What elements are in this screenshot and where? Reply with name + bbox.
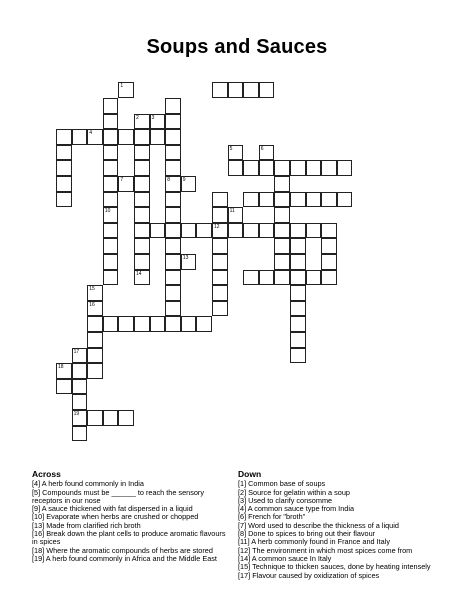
- grid-cell[interactable]: [306, 270, 322, 286]
- clue-number: 12: [214, 223, 220, 230]
- grid-cell[interactable]: [259, 270, 275, 286]
- clue-number: 9: [182, 177, 186, 183]
- grid-cell[interactable]: [118, 129, 134, 145]
- grid-cell[interactable]: [321, 238, 337, 254]
- grid-cell[interactable]: [337, 160, 353, 176]
- grid-cell[interactable]: [228, 207, 244, 223]
- grid-cell[interactable]: [259, 160, 275, 176]
- grid-cell[interactable]: [87, 285, 103, 301]
- grid-cell[interactable]: [103, 160, 119, 176]
- grid-cell[interactable]: [56, 160, 72, 176]
- grid-cell[interactable]: [228, 145, 244, 161]
- clue-down: [6] French for "broth": [238, 512, 306, 522]
- across-heading: Across: [32, 469, 61, 479]
- grid-cell[interactable]: [150, 316, 166, 332]
- clue-down: [17] Flavour caused by oxidization of spices: [238, 570, 380, 580]
- grid-cell[interactable]: [274, 207, 290, 223]
- grid-cell[interactable]: [228, 160, 244, 176]
- grid-cell[interactable]: [134, 254, 150, 270]
- clue-across: [18] Where the aromatic compounds of herbs are stored: [32, 545, 213, 555]
- grid-cell[interactable]: [103, 410, 119, 426]
- grid-cell[interactable]: [243, 192, 259, 208]
- grid-cell[interactable]: [259, 145, 275, 161]
- grid-cell[interactable]: [274, 223, 290, 239]
- grid-cell[interactable]: [103, 207, 119, 223]
- across-clues: [32, 470, 232, 563]
- grid-cell[interactable]: [165, 285, 181, 301]
- grid-cell[interactable]: [134, 114, 150, 130]
- clue-number: 8: [167, 177, 170, 183]
- clue-across: [13] Made from clarified rich broth: [32, 520, 141, 530]
- grid-cell[interactable]: [181, 254, 197, 270]
- grid-cell[interactable]: [134, 238, 150, 254]
- grid-cell[interactable]: [134, 129, 150, 145]
- grid-cell[interactable]: [165, 114, 181, 130]
- clue-down: [3] Used to clarify consomme: [238, 495, 333, 505]
- grid-cell[interactable]: [103, 98, 119, 114]
- grid-cell[interactable]: [243, 160, 259, 176]
- grid-cell[interactable]: [290, 223, 306, 239]
- grid-cell[interactable]: [103, 254, 119, 270]
- clue-number: 4: [89, 130, 92, 137]
- grid-cell[interactable]: [290, 254, 306, 270]
- grid-cell[interactable]: [243, 270, 259, 286]
- grid-cell[interactable]: [103, 192, 119, 208]
- grid-cell[interactable]: [103, 316, 119, 332]
- grid-cell[interactable]: [290, 332, 306, 348]
- grid-cell[interactable]: [103, 114, 119, 130]
- grid-cell[interactable]: [212, 192, 228, 208]
- down-heading: Down: [238, 469, 262, 479]
- grid-cell[interactable]: [118, 82, 134, 98]
- clue-number: 16: [89, 301, 95, 308]
- grid-cell[interactable]: [290, 316, 306, 332]
- grid-cell[interactable]: [274, 192, 290, 208]
- grid-cell[interactable]: [274, 254, 290, 270]
- grid-cell[interactable]: [72, 410, 88, 426]
- grid-cell[interactable]: [134, 270, 150, 286]
- grid-cell[interactable]: [165, 145, 181, 161]
- grid-cell[interactable]: [103, 145, 119, 161]
- grid-cell[interactable]: [165, 301, 181, 317]
- grid-cell[interactable]: [134, 145, 150, 161]
- grid-cell[interactable]: [165, 270, 181, 286]
- grid-cell[interactable]: [72, 348, 88, 364]
- clue-number: 13: [182, 255, 189, 261]
- grid-cell[interactable]: [212, 254, 228, 270]
- grid-cell[interactable]: [150, 129, 166, 145]
- grid-cell[interactable]: [72, 129, 88, 145]
- grid-cell[interactable]: [212, 301, 228, 317]
- grid-cell[interactable]: [212, 82, 228, 98]
- grid-cell[interactable]: [165, 192, 181, 208]
- clue-across: [5] Compounds must be ______ to reach the sensory receptors in our nose: [32, 487, 204, 505]
- grid-cell[interactable]: [274, 270, 290, 286]
- clue-number: 6: [260, 145, 264, 152]
- grid-cell[interactable]: [150, 223, 166, 239]
- grid-cell[interactable]: [56, 379, 72, 395]
- clue-across: [9] A sauce thickened with fat dispersed in a liquid: [32, 504, 193, 514]
- grid-cell[interactable]: [165, 223, 181, 239]
- clue-across: [19] A herb found commonly in Africa and the Middle East: [32, 553, 217, 563]
- grid-cell[interactable]: [290, 270, 306, 286]
- grid-cell[interactable]: [134, 160, 150, 176]
- grid-cell[interactable]: [165, 254, 181, 270]
- grid-cell[interactable]: [321, 270, 337, 286]
- clue-down: [15] Technique to thicken sauces, done by heating intensely: [238, 562, 431, 572]
- clue-down: [2] Source for gelatin within a soup: [238, 487, 350, 497]
- clue-down: [4] A common sauce type from India: [238, 504, 354, 514]
- clue-number: 2: [136, 114, 139, 121]
- grid-cell[interactable]: [103, 238, 119, 254]
- grid-cell[interactable]: [150, 114, 166, 130]
- clue-down: [8] Done to spices to bring out their flavour: [238, 529, 376, 539]
- clue-number: 1: [120, 83, 124, 90]
- grid-cell[interactable]: [259, 192, 275, 208]
- grid-cell[interactable]: [72, 394, 88, 410]
- grid-cell[interactable]: [87, 410, 103, 426]
- grid-cell[interactable]: [212, 285, 228, 301]
- grid-cell[interactable]: [87, 129, 103, 145]
- grid-cell[interactable]: [118, 410, 134, 426]
- grid-cell[interactable]: [274, 238, 290, 254]
- grid-cell[interactable]: [56, 176, 72, 192]
- grid-cell[interactable]: [134, 192, 150, 208]
- grid-cell[interactable]: [56, 145, 72, 161]
- grid-cell[interactable]: [87, 332, 103, 348]
- grid-cell[interactable]: [274, 176, 290, 192]
- grid-cell[interactable]: [165, 129, 181, 145]
- grid-cell[interactable]: [72, 426, 88, 442]
- grid-cell[interactable]: [134, 207, 150, 223]
- grid-cell[interactable]: [259, 223, 275, 239]
- grid-cell[interactable]: [118, 176, 134, 192]
- grid-cell[interactable]: [290, 301, 306, 317]
- clue-number: 3: [151, 114, 155, 121]
- grid-cell[interactable]: [56, 129, 72, 145]
- grid-cell[interactable]: [290, 160, 306, 176]
- clue-across: [10] Evaporate when herbs are crushed or chopped: [32, 512, 199, 522]
- grid-cell[interactable]: [165, 316, 181, 332]
- clue-down: [12] The environment in which most spices come from: [238, 545, 413, 555]
- grid-cell[interactable]: [228, 82, 244, 98]
- page-title: Soups and Sauces: [146, 36, 328, 58]
- clue-across: [16] Break down the plant cells to produce aromatic flavours in spices: [32, 529, 226, 547]
- clue-number: 17: [73, 348, 80, 355]
- clue-number: 7: [120, 177, 124, 183]
- clue-number: 14: [136, 270, 142, 277]
- grid-cell[interactable]: [321, 160, 337, 176]
- grid-cell[interactable]: [165, 176, 181, 192]
- grid-cell[interactable]: [212, 238, 228, 254]
- grid-cell[interactable]: [87, 316, 103, 332]
- grid-cell[interactable]: [290, 238, 306, 254]
- grid-cell[interactable]: [103, 176, 119, 192]
- clue-number: 5: [229, 145, 233, 152]
- grid-cell[interactable]: [72, 363, 88, 379]
- grid-cell[interactable]: [87, 363, 103, 379]
- grid-cell[interactable]: [274, 160, 290, 176]
- down-clues: [238, 470, 448, 580]
- across-list: [32, 480, 232, 563]
- grid-cell[interactable]: [56, 192, 72, 208]
- grid-cell[interactable]: [134, 316, 150, 332]
- grid-cell[interactable]: [321, 192, 337, 208]
- grid-cell[interactable]: [290, 192, 306, 208]
- grid-cell[interactable]: [306, 160, 322, 176]
- clue-number: 19: [73, 411, 80, 417]
- grid-cell[interactable]: [259, 82, 275, 98]
- grid-cell[interactable]: [321, 223, 337, 239]
- grid-cell[interactable]: [243, 82, 259, 98]
- grid-cell[interactable]: [290, 348, 306, 364]
- grid-cell[interactable]: [103, 270, 119, 286]
- grid-cell[interactable]: [306, 192, 322, 208]
- grid-cell[interactable]: [87, 301, 103, 317]
- grid-cell[interactable]: [181, 316, 197, 332]
- grid-cell[interactable]: [290, 285, 306, 301]
- grid-cell[interactable]: [181, 176, 197, 192]
- grid-cell[interactable]: [165, 98, 181, 114]
- clue-number: 15: [89, 286, 95, 293]
- grid-cell[interactable]: [165, 207, 181, 223]
- grid-cell[interactable]: [103, 129, 119, 145]
- clue-down: [14] A common sauce In Italy: [238, 553, 332, 563]
- grid-cell[interactable]: [181, 223, 197, 239]
- grid-cell[interactable]: [212, 270, 228, 286]
- grid-cell[interactable]: [212, 223, 228, 239]
- grid-cell[interactable]: [118, 316, 134, 332]
- grid-cell[interactable]: [165, 160, 181, 176]
- grid-cell[interactable]: [56, 363, 72, 379]
- grid-cell[interactable]: [212, 207, 228, 223]
- clue-number: 18: [58, 364, 64, 371]
- down-list: [238, 480, 448, 580]
- grid-cell[interactable]: [72, 379, 88, 395]
- grid-cell[interactable]: [134, 223, 150, 239]
- clue-down: [1] Common base of soups: [238, 479, 326, 489]
- grid-cell[interactable]: [134, 176, 150, 192]
- clue-number: 10: [104, 208, 111, 215]
- grid-cell[interactable]: [165, 238, 181, 254]
- grid-cell[interactable]: [337, 192, 353, 208]
- grid-cell[interactable]: [87, 348, 103, 364]
- grid-cell[interactable]: [103, 223, 119, 239]
- clue-down: [11] A herb commonly found in France and Italy: [238, 537, 390, 547]
- grid-cell[interactable]: [228, 223, 244, 239]
- grid-cell[interactable]: [196, 316, 212, 332]
- grid-cell[interactable]: [321, 254, 337, 270]
- clue-number: 11: [229, 208, 235, 215]
- grid-cell[interactable]: [243, 223, 259, 239]
- grid-cell[interactable]: [196, 223, 212, 239]
- clue-across: [4] A herb found commonly in India: [32, 479, 144, 489]
- clue-down: [7] Word used to describe the thickness of a liquid: [238, 520, 399, 530]
- grid-cell[interactable]: [306, 223, 322, 239]
